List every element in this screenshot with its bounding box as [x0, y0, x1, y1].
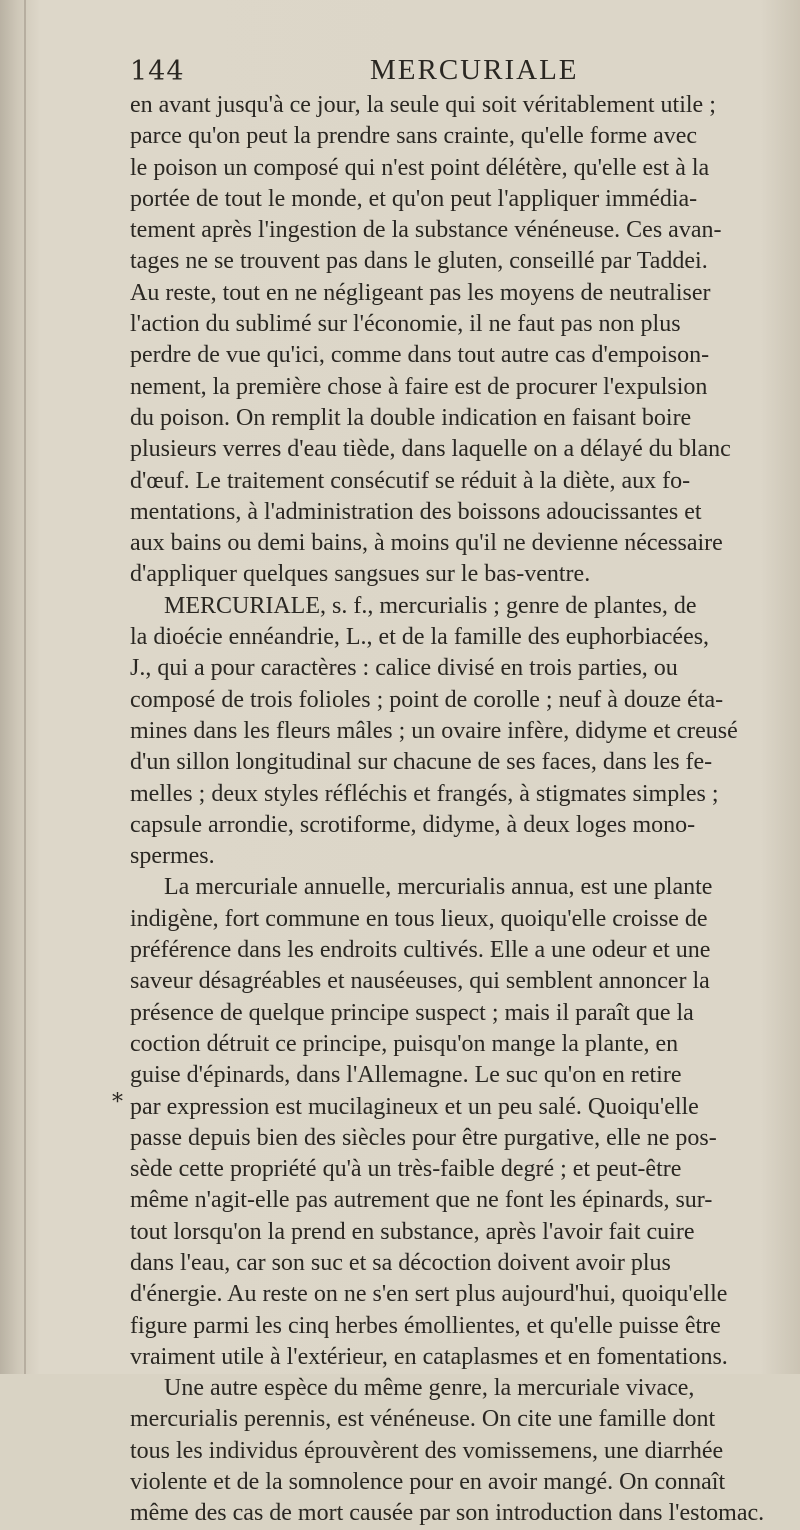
text-line: violente et de la somnolence pour en avoir mangé. On connaît	[130, 1469, 726, 1496]
text-line: par expression est mucilagineux et un peu salé. Quoiqu'elle	[130, 1093, 699, 1120]
text-line: mines dans les fleurs mâles ; un ovaire infère, didyme et creusé	[130, 717, 738, 744]
text-line: préférence dans les endroits cultivés. Elle a une odeur et une	[130, 937, 711, 964]
text-line: dans l'eau, car son suc et sa décoction doivent avoir plus	[130, 1249, 671, 1276]
running-head: MERCURIALE	[370, 54, 579, 86]
text-line: portée de tout le monde, et qu'on peut l'appliquer immédia-	[130, 185, 698, 212]
text-line: figure parmi les cinq herbes émollientes, et qu'elle puisse être	[130, 1312, 721, 1339]
text-line: en avant jusqu'à ce jour, la seule qui soit véritablement utile ;	[130, 92, 716, 118]
text-line: même n'agit-elle pas autrement que ne font les épinards, sur-	[130, 1187, 713, 1214]
text-line: même des cas de mort causée par son introduction dans l'estomac.	[130, 1500, 765, 1527]
page-header	[130, 52, 770, 92]
text-line: mentations, à l'administration des boissons adoucissantes et	[130, 498, 702, 525]
text-line: plusieurs verres d'eau tiède, dans laquelle on a délayé du blanc	[130, 436, 731, 463]
text-line: sède cette propriété qu'à un très-faible degré ; et peut-être	[130, 1156, 682, 1183]
text-line: d'un sillon longitudinal sur chacune de ses faces, dans les fe-	[130, 749, 713, 776]
text-line: Une autre espèce du même genre, la mercuriale vivace,	[164, 1375, 695, 1402]
text-line: tous les individus éprouvèrent des vomissemens, une diarrhée	[130, 1437, 724, 1464]
text-line: saveur désagréables et nauséeuses, qui semblent annoncer la	[130, 968, 710, 995]
text-line: La mercuriale annuelle, mercurialis annua, est une plante	[164, 874, 713, 901]
text-line: du poison. On remplit la double indication en faisant boire	[130, 404, 692, 431]
text-line: nement, la première chose à faire est de procurer l'expulsion	[130, 373, 708, 400]
page-gutter	[24, 0, 26, 1374]
page-number: 144	[130, 56, 185, 87]
text-line: l'action du sublimé sur l'économie, il ne faut pas non plus	[130, 311, 681, 338]
text-line: passe depuis bien des siècles pour être purgative, elle ne pos-	[130, 1124, 717, 1151]
text-line: Au reste, tout en ne négligeant pas les moyens de neutraliser	[130, 279, 711, 306]
text-line: d'énergie. Au reste on ne s'en sert plus aujourd'hui, quoiqu'elle	[130, 1281, 728, 1308]
text-line: parce qu'on peut la prendre sans crainte, qu'elle forme avec	[130, 123, 698, 150]
text-line: tement après l'ingestion de la substance vénéneuse. Ces avan-	[130, 217, 722, 244]
footnote-mark: *	[112, 1090, 123, 1115]
text-line: mercurialis perennis, est vénéneuse. On cite une famille dont	[130, 1406, 716, 1433]
text-line: d'appliquer quelques sangsues sur le bas-ventre.	[130, 561, 591, 588]
text-line: guise d'épinards, dans l'Allemagne. Le suc qu'on en retire	[130, 1062, 682, 1089]
text-line: tout lorsqu'on la prend en substance, après l'avoir fait cuire	[130, 1218, 695, 1245]
body-text	[130, 90, 770, 1530]
text-line: présence de quelque principe suspect ; mais il paraît que la	[130, 999, 694, 1026]
text-line: composé de trois folioles ; point de corolle ; neuf à douze éta-	[130, 686, 724, 713]
text-line: MERCURIALE, s. f., mercurialis ; genre de plantes, de	[164, 592, 697, 619]
text-line: tages ne se trouvent pas dans le gluten, conseillé par Taddei.	[130, 248, 708, 275]
text-line: aux bains ou demi bains, à moins qu'il ne devienne nécessaire	[130, 530, 723, 557]
text-line: spermes.	[130, 843, 215, 870]
text-line: J., qui a pour caractères : calice divisé en trois parties, ou	[130, 655, 678, 682]
text-line: capsule arrondie, scrotiforme, didyme, à deux loges mono-	[130, 811, 696, 838]
text-line: indigène, fort commune en tous lieux, quoiqu'elle croisse de	[130, 905, 708, 932]
text-line: perdre de vue qu'ici, comme dans tout autre cas d'empoison-	[130, 342, 710, 369]
text-line: la dioécie ennéandrie, L., et de la famille des euphorbiacées,	[130, 624, 710, 651]
text-line: melles ; deux styles réfléchis et frangés, à stigmates simples ;	[130, 780, 719, 807]
text-line: coction détruit ce principe, puisqu'on mange la plante, en	[130, 1030, 679, 1057]
text-line: le poison un composé qui n'est point délétère, qu'elle est à la	[130, 154, 710, 181]
text-line: d'œuf. Le traitement consécutif se réduit à la diète, aux fo-	[130, 467, 691, 494]
text-line: vraiment utile à l'extérieur, en cataplasmes et en fomentations.	[130, 1343, 728, 1370]
